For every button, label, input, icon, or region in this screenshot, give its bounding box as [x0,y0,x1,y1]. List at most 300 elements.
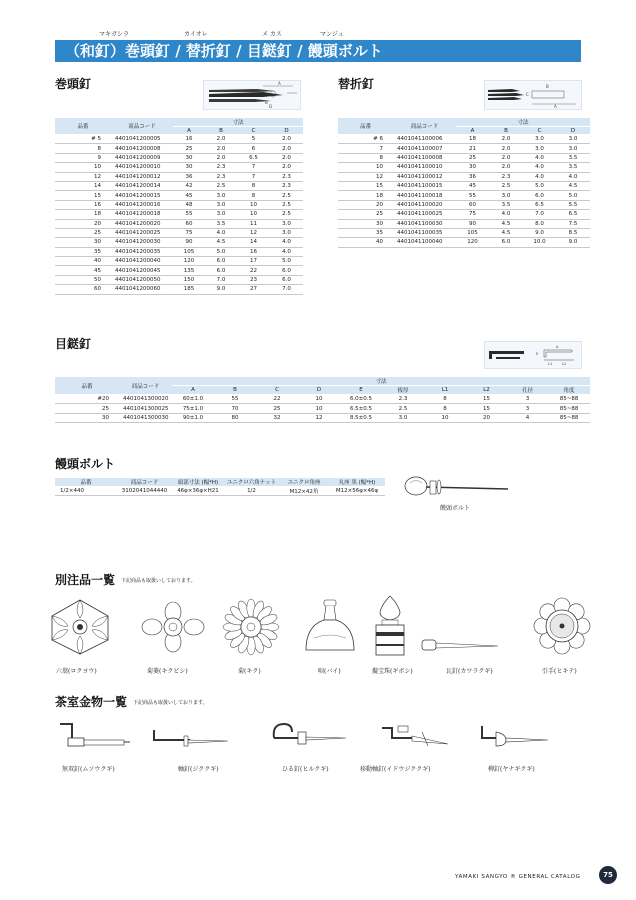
table-row [55,275,303,284]
table-cell: 9 [55,153,111,162]
table-cell: 4401041200008 [111,144,173,153]
table-cell: 120 [173,257,205,266]
table-cell: 8 [237,181,270,190]
col-d: D [270,127,303,135]
table-cell: 185 [173,285,205,294]
betchu-caption-3: 菊(キク) [238,668,261,675]
table-row [338,135,590,144]
col-kakuza: ユニクロ角座 [279,478,329,487]
table-cell: 16 [55,200,111,209]
kikubishi-illustration [140,600,206,654]
table-cell: 4401041300030 [119,413,172,422]
table-cell: 60 [55,285,111,294]
table-cell: 3.0 [556,144,590,153]
table-cell: 90 [456,219,489,228]
table-cell: 2.0 [205,135,237,144]
table-row [55,200,303,209]
table-row [55,181,303,190]
table-cell: 55 [456,191,489,200]
table-row [338,219,590,228]
manju-table [55,478,385,496]
ido-jiku-kugi-illustration [378,722,450,756]
table-cell: 17 [237,257,270,266]
table-cell: 10 [237,210,270,219]
table-cell: 120 [456,238,489,247]
col-l1: L1 [424,386,466,395]
table-cell: 2.0 [270,153,303,162]
table-cell: 85~88 [548,413,590,422]
table-cell: 8 [424,395,466,404]
table-cell: 12 [298,413,340,422]
table-cell: 60±1.0 [172,395,214,404]
makigashira-table [55,118,303,295]
table-cell: 42 [173,181,205,190]
chashitsu-caption-1: 無双釘(ムソウクギ) [62,766,115,773]
table-cell: 4401041100020 [393,200,456,209]
footer-brand: YAMAKI SANGYO ® GENERAL CATALOG [455,874,581,880]
col-kakudo: 角度 [548,386,590,395]
table-cell: 7.0 [270,285,303,294]
table-cell: 55 [173,210,205,219]
table-cell: 10 [298,404,340,413]
table-cell: 27 [237,285,270,294]
table-cell: 10 [338,163,393,172]
table-cell: 3.0 [489,191,523,200]
table-cell: 30 [55,238,111,247]
table-cell: 4401041100035 [393,228,456,237]
col-code: 商品コード [393,118,456,135]
table-cell: 4.0 [523,172,556,181]
table-cell: 25 [55,404,119,413]
page-number-badge: 75 [599,866,617,884]
table-cell: 8 [237,191,270,200]
mekasu-label-e: E [536,352,539,356]
betchu-caption-6: 瓦釘(カワラクギ) [446,668,493,675]
table-row [55,413,590,422]
table-cell: 22 [256,395,298,404]
table-cell: 9.0 [556,238,590,247]
table-row [338,172,590,181]
table-cell: 4401041200040 [111,257,173,266]
mekasu-label-l1: L1 [548,362,553,366]
table-cell: 30 [456,163,489,172]
table-cell: 4401041200012 [111,172,173,181]
col-c: C [237,127,270,135]
col-itaatsu: 板厚 [382,386,424,395]
betchu-caption-5: 擬宝珠(ギボシ) [372,668,413,675]
table-cell: 6 [237,144,270,153]
col-nut: ユニクロ六角ナット [224,478,279,487]
table-cell: 2.5 [382,404,424,413]
table-cell: 20 [338,200,393,209]
table-cell: 2.5 [270,191,303,200]
betchu-caption-7: 引手(ヒキテ) [542,668,577,675]
kawarakugi-illustration [420,632,502,660]
betchu-caption-2: 菊菱(キクビシ) [147,668,188,675]
table-cell: 6.0 [205,257,237,266]
table-cell: 6.0±0.5 [340,395,382,404]
table-cell: 10 [237,200,270,209]
table-cell: 10.0 [523,238,556,247]
manju-bolt-illustration [402,472,510,502]
table-cell: 4401041100015 [393,181,456,190]
table-cell: 4401041200018 [111,210,173,219]
table-cell: 2.3 [270,181,303,190]
table-cell: 4401041300020 [119,395,172,404]
title-ruby-manju: マンジュ [320,31,344,38]
table-cell: 3.5 [556,153,590,162]
table-cell: #20 [55,395,119,404]
table-cell: M12×56φ×46φ [329,487,385,496]
chashitsu-caption-4: 移動軸釘(イドウジククギ) [360,766,431,773]
table-cell: 3.0 [523,135,556,144]
table-cell: 15 [466,395,507,404]
table-cell: 7 [237,163,270,172]
hikite-illustration [532,596,592,656]
table-cell: 9.0 [523,228,556,237]
table-cell: 6.0 [270,266,303,275]
col-d: D [298,386,340,395]
table-cell: 2.0 [270,135,303,144]
col-b: B [205,127,237,135]
table-cell: 3.0 [205,191,237,200]
table-cell: 5.0 [523,181,556,190]
table-cell: 4 [507,413,548,422]
table-cell: 2.0 [489,153,523,162]
table-cell: 8 [338,153,393,162]
table-cell: 7.5 [556,219,590,228]
diagram-label-b: B [265,100,268,105]
table-cell: 3.0 [523,144,556,153]
section-title-betchu [55,571,196,588]
col-kokei: 孔径 [507,386,548,395]
table-cell: 40 [55,257,111,266]
table-cell: 5.0 [205,247,237,256]
table-cell: 45 [456,181,489,190]
mekasu-table [55,377,590,423]
table-cell: 5 [237,135,270,144]
table-cell: 14 [237,238,270,247]
col-a: A [456,127,489,135]
table-row [55,153,303,162]
mekasu-label-a: A [556,345,559,349]
table-cell: 3.5 [205,219,237,228]
table-cell: 6.0 [489,238,523,247]
chashitsu-title: 茶室金物一覧 [55,695,128,709]
col-c: C [256,386,298,395]
table-cell: 4.5 [489,219,523,228]
table-cell: 48 [173,200,205,209]
table-cell: 8.5 [556,228,590,237]
table-cell: 18 [456,135,489,144]
chashitsu-caption-2: 軸釘(ジククギ) [178,766,219,773]
table-cell: 1/2×440 [55,487,117,496]
table-cell: 23 [237,275,270,284]
table-cell: 7 [338,144,393,153]
col-e: E [340,386,382,395]
table-cell: 9.0 [205,285,237,294]
col-head: 頭部寸法 (幅*H) [172,478,224,487]
yanagi-kugi-illustration [478,722,550,756]
chashitsu-caption-3: ひる釘(ヒルクギ) [282,766,329,773]
table-cell: 8 [55,144,111,153]
table-cell: 12 [55,172,111,181]
table-cell: 4401041100008 [393,153,456,162]
table-cell: 40 [338,238,393,247]
table-cell: 8.0 [523,219,556,228]
hiru-kugi-illustration [268,720,348,756]
table-cell: 25 [55,228,111,237]
table-cell: 8 [424,404,466,413]
kiku-illustration [220,598,282,656]
table-cell: 15 [55,191,111,200]
table-row [55,487,385,496]
table-cell: 3.0 [382,413,424,422]
giboshi-illustration [368,594,412,658]
table-row [338,210,590,219]
jiku-kugi-illustration [150,726,230,754]
table-cell: 4401041100018 [393,191,456,200]
table-cell: 18 [55,210,111,219]
table-cell: 16 [237,247,270,256]
table-cell: 7.0 [523,210,556,219]
table-cell: 6.0 [523,191,556,200]
table-cell: 3102041044440 [117,487,172,496]
kaiore-label-b: B [546,84,549,89]
table-cell: 32 [256,413,298,422]
table-cell: 36 [456,172,489,181]
table-cell: 4.0 [270,238,303,247]
table-cell: 15 [466,404,507,413]
table-cell: 2.0 [205,144,237,153]
table-cell: 18 [338,191,393,200]
table-cell: 2.5 [489,181,523,190]
table-cell: 150 [173,275,205,284]
table-cell: 25 [338,210,393,219]
col-maruza: 丸座 黒 (幅*H) [329,478,385,487]
table-cell: 2.0 [489,144,523,153]
table-row [55,404,590,413]
table-cell: 4401041200025 [111,228,173,237]
table-cell: 4401041200014 [111,181,173,190]
table-cell: 2.3 [205,163,237,172]
table-cell: 135 [173,266,205,275]
mekasu-label-l2: L2 [562,362,567,366]
table-cell: 75 [456,210,489,219]
table-cell: 14 [55,181,111,190]
table-cell: 4401041100040 [393,238,456,247]
table-row [55,247,303,256]
col-d: D [556,127,590,135]
kaiore-diagram [484,80,582,110]
col-sunpo: 寸法 [172,377,590,386]
table-cell: 2.3 [489,172,523,181]
table-cell: 4401041200020 [111,219,173,228]
betchu-caption-4: 唄(バイ) [318,668,341,675]
col-b: B [214,386,256,395]
kaiore-table [338,118,590,248]
table-cell: 4401041100025 [393,210,456,219]
table-cell: # 6 [338,135,393,144]
table-cell: 6.5 [237,153,270,162]
col-code: 商品コード [119,377,172,395]
table-cell: M12×42角 [279,487,329,496]
table-cell: 4401041100010 [393,163,456,172]
table-cell: 30 [173,153,205,162]
table-cell: 2.5 [270,210,303,219]
table-cell: 4.0 [270,247,303,256]
table-cell: 4401041200050 [111,275,173,284]
col-a: A [173,127,205,135]
table-cell: 5.0 [556,191,590,200]
kaiore-label-a: A [554,104,557,109]
table-cell: 5.5 [556,200,590,209]
table-cell: 85~88 [548,404,590,413]
table-cell: 30 [55,413,119,422]
makigashira-diagram [203,80,301,110]
table-cell: 60 [456,200,489,209]
table-row [55,228,303,237]
section-title-manju: 饅頭ボルト [55,457,116,471]
diagram-label-d: D [269,104,273,109]
table-cell: 55 [214,395,256,404]
table-cell: 11 [237,219,270,228]
col-a: A [172,386,214,395]
manju-caption: 饅頭ボルト [440,505,471,512]
title-ruby-kaiore: カイオレ [184,31,208,38]
table-row [55,219,303,228]
table-cell: 7 [237,172,270,181]
chashitsu-caption-5: 柳釘(ヤナギクギ) [488,766,535,773]
table-cell: 2.0 [270,144,303,153]
rokuyo-illustration [44,596,116,656]
table-cell: 4401041200016 [111,200,173,209]
table-cell: 80 [214,413,256,422]
table-row [338,238,590,247]
table-cell: 105 [456,228,489,237]
table-cell: 4.0 [489,210,523,219]
table-row [338,144,590,153]
table-cell: 4401041200015 [111,191,173,200]
table-row [338,181,590,190]
table-row [55,163,303,172]
table-cell: 45 [173,191,205,200]
table-row [55,135,303,144]
table-row [55,238,303,247]
table-cell: 21 [456,144,489,153]
table-cell: 7.0 [205,275,237,284]
table-cell: 105 [173,247,205,256]
table-row [55,144,303,153]
table-row [338,163,590,172]
table-row [338,191,590,200]
table-cell: 8.5±0.5 [340,413,382,422]
table-cell: 30 [338,219,393,228]
table-cell: 70 [214,404,256,413]
table-cell: 25 [256,404,298,413]
table-cell: 4.5 [489,228,523,237]
table-cell: 6.0 [205,266,237,275]
table-cell: 4.0 [523,163,556,172]
col-hinban: 品番 [55,118,111,135]
table-cell: 4.0 [205,228,237,237]
bai-illustration [300,598,360,656]
table-cell: 20 [466,413,507,422]
table-cell: 4.5 [556,181,590,190]
col-hinban: 品番 [55,478,117,487]
table-cell: 10 [298,395,340,404]
chashitsu-note: 下記商品も取扱いしております。 [133,700,208,706]
table-cell: 12 [338,172,393,181]
table-cell: 30 [173,163,205,172]
muso-kugi-illustration [56,718,132,760]
table-cell: 5.0 [270,257,303,266]
table-cell: 3.0 [205,200,237,209]
table-cell: 2.3 [205,172,237,181]
table-cell: 15 [338,181,393,190]
table-cell: 2.0 [205,153,237,162]
col-l2: L2 [466,386,507,395]
table-cell: 35 [55,247,111,256]
diagram-label-a: A [278,81,281,86]
table-cell: 2.0 [489,135,523,144]
table-cell: 16 [173,135,205,144]
table-cell: 75±1.0 [172,404,214,413]
title-ruby-makigashira: マキガシラ [99,31,130,38]
table-cell: 4.0 [556,172,590,181]
table-cell: 1/2 [224,487,279,496]
col-hinban: 品番 [338,118,393,135]
table-cell: 10 [55,163,111,172]
table-cell: 4401041100012 [393,172,456,181]
table-row [55,395,590,404]
table-cell: 25 [456,153,489,162]
col-b: B [489,127,523,135]
table-cell: 12 [237,228,270,237]
table-row [55,172,303,181]
table-cell: 3.0 [270,228,303,237]
section-title-chashitsu [55,693,208,710]
table-cell: 2.0 [270,163,303,172]
table-cell: 75 [173,228,205,237]
table-row [55,266,303,275]
table-cell: 90 [173,238,205,247]
table-cell: 3.0 [205,210,237,219]
table-cell: 3 [507,404,548,413]
table-cell: 3 [507,395,548,404]
table-cell: 4401041200030 [111,238,173,247]
table-cell: 4401041200045 [111,266,173,275]
table-cell: 35 [338,228,393,237]
table-cell: 2.3 [270,172,303,181]
table-cell: 2.3 [382,395,424,404]
table-cell: # 5 [55,135,111,144]
table-cell: 6.5 [523,200,556,209]
table-cell: 20 [55,219,111,228]
betchu-caption-1: 六葉(ロクヨウ) [56,668,97,675]
table-cell: 4401041200009 [111,153,173,162]
col-sunpo: 寸法 [173,118,303,127]
table-cell: 3.5 [489,200,523,209]
table-cell: 25 [173,144,205,153]
table-cell: 45 [55,266,111,275]
table-row [55,210,303,219]
page-title: （和釘）巻頭釘 / 替折釘 / 目鎹釘 / 饅頭ボルト [55,40,581,62]
table-cell: 60 [173,219,205,228]
table-cell: 3.0 [556,135,590,144]
table-cell: 4401041100007 [393,144,456,153]
betchu-title: 別注品一覧 [55,573,116,587]
